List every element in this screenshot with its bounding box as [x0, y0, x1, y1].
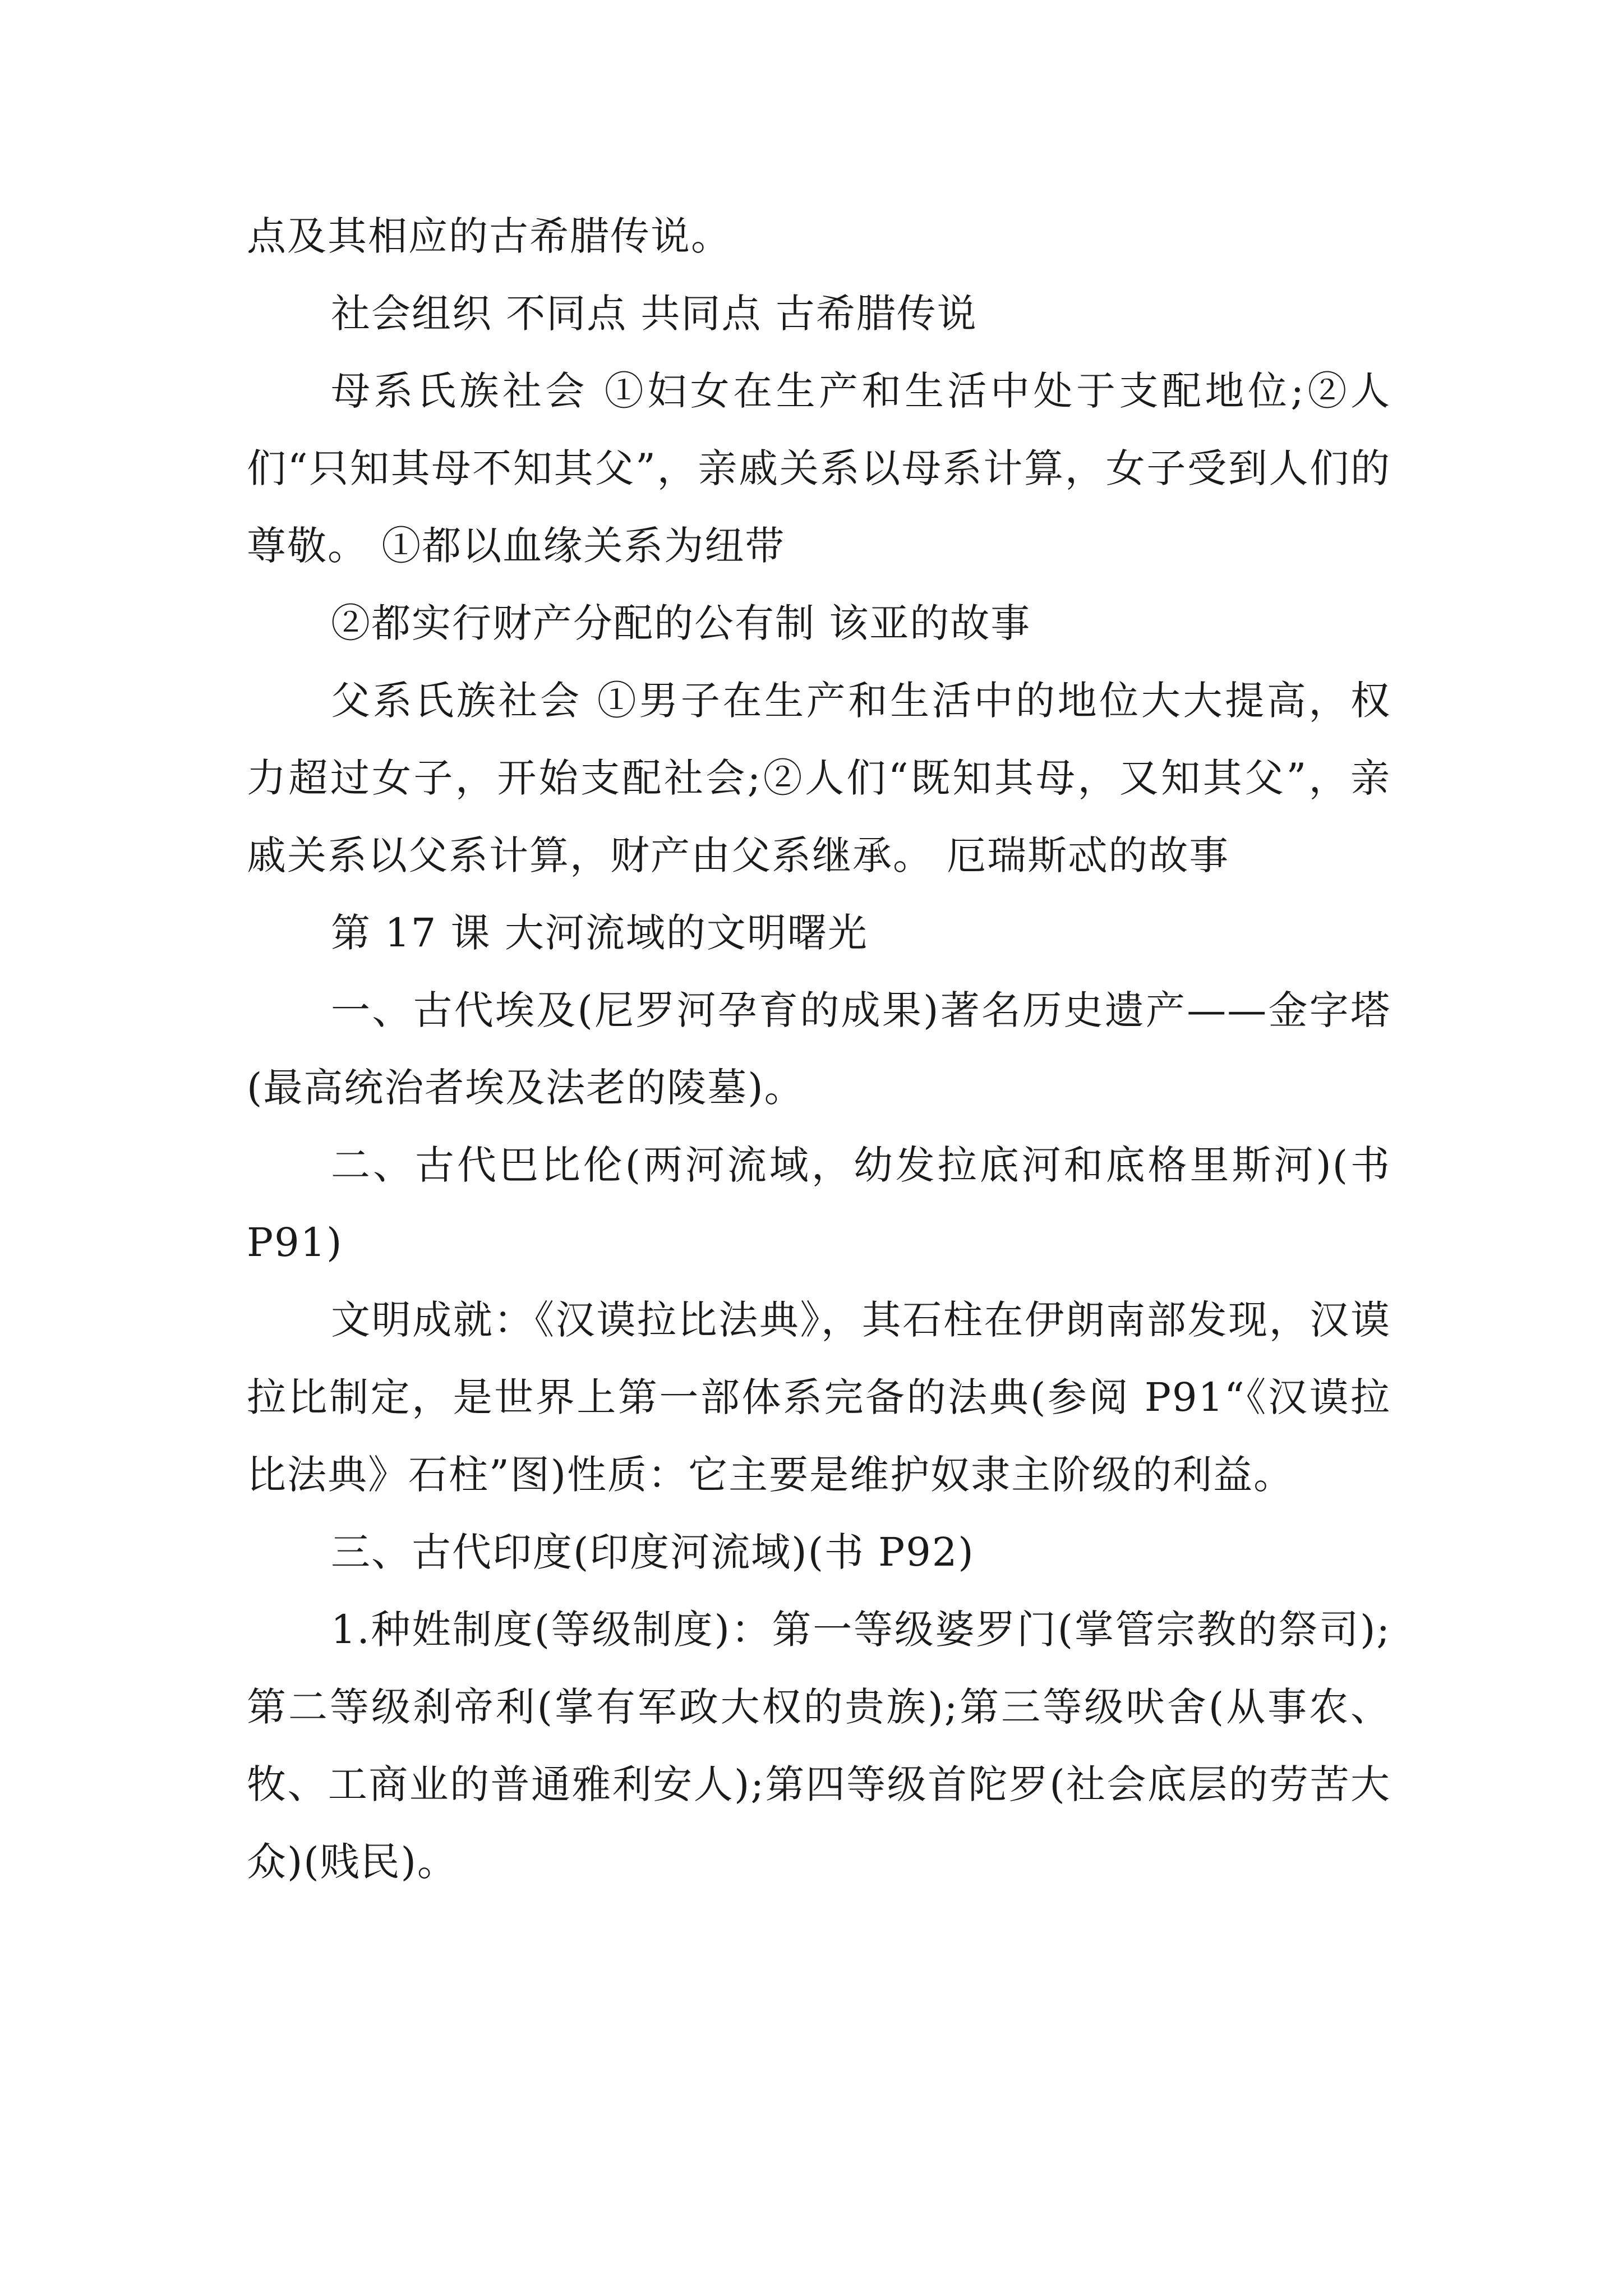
paragraph: 点及其相应的古希腊传说。: [247, 213, 731, 259]
lesson-heading: 第 17 课 大河流域的文明曙光: [331, 910, 868, 956]
paragraph: 三、古代印度(印度河流域)(书 P92): [331, 1529, 975, 1575]
paragraph: 社会组织 不同点 共同点 古希腊传说: [331, 291, 978, 337]
paragraph: 一、古代埃及(尼罗河孕育的成果)著名历史遗产——金字塔(最高统治者埃及法老的陵墓)。: [247, 987, 1391, 1111]
paragraph: 二、古代巴比伦(两河流域，幼发拉底河和底格里斯河)(书 P91): [247, 1142, 1391, 1266]
paragraph: 文明成就：《汉谟拉比法典》，其石柱在伊朗南部发现，汉谟拉比制定，是世界上第一部体系完备的法典(参阅 P91“《汉谟拉比法典》石柱”图)性质：它主要是维护奴隶主阶级的利益。: [247, 1297, 1391, 1498]
paragraph: 母系氏族社会 ①妇女在生产和生活中处于支配地位;②人们“只知其母不知其父”，亲戚关系以母系计算，女子受到人们的尊敬。 ①都以血缘关系为纽带: [247, 368, 1391, 569]
paragraph: 1.种姓制度(等级制度)：第一等级婆罗门(掌管宗教的祭司);第二等级刹帝利(掌有军政大权的贵族);第三等级吠舍(从事农、牧、工商业的普通雅利安人);第四等级首陀罗(社会底层的劳苦大众)(贱民)。: [247, 1607, 1391, 1885]
paragraph: 父系氏族社会 ①男子在生产和生活中的地位大大提高，权力超过女子，开始支配社会;②人们“既知其母，又知其父”，亲戚关系以父系计算，财产由父系继承。 厄瑞斯忒的故事: [247, 678, 1391, 878]
paragraph: ②都实行财产分配的公有制 该亚的故事: [331, 600, 1031, 646]
document-body: [247, 197, 1391, 1901]
